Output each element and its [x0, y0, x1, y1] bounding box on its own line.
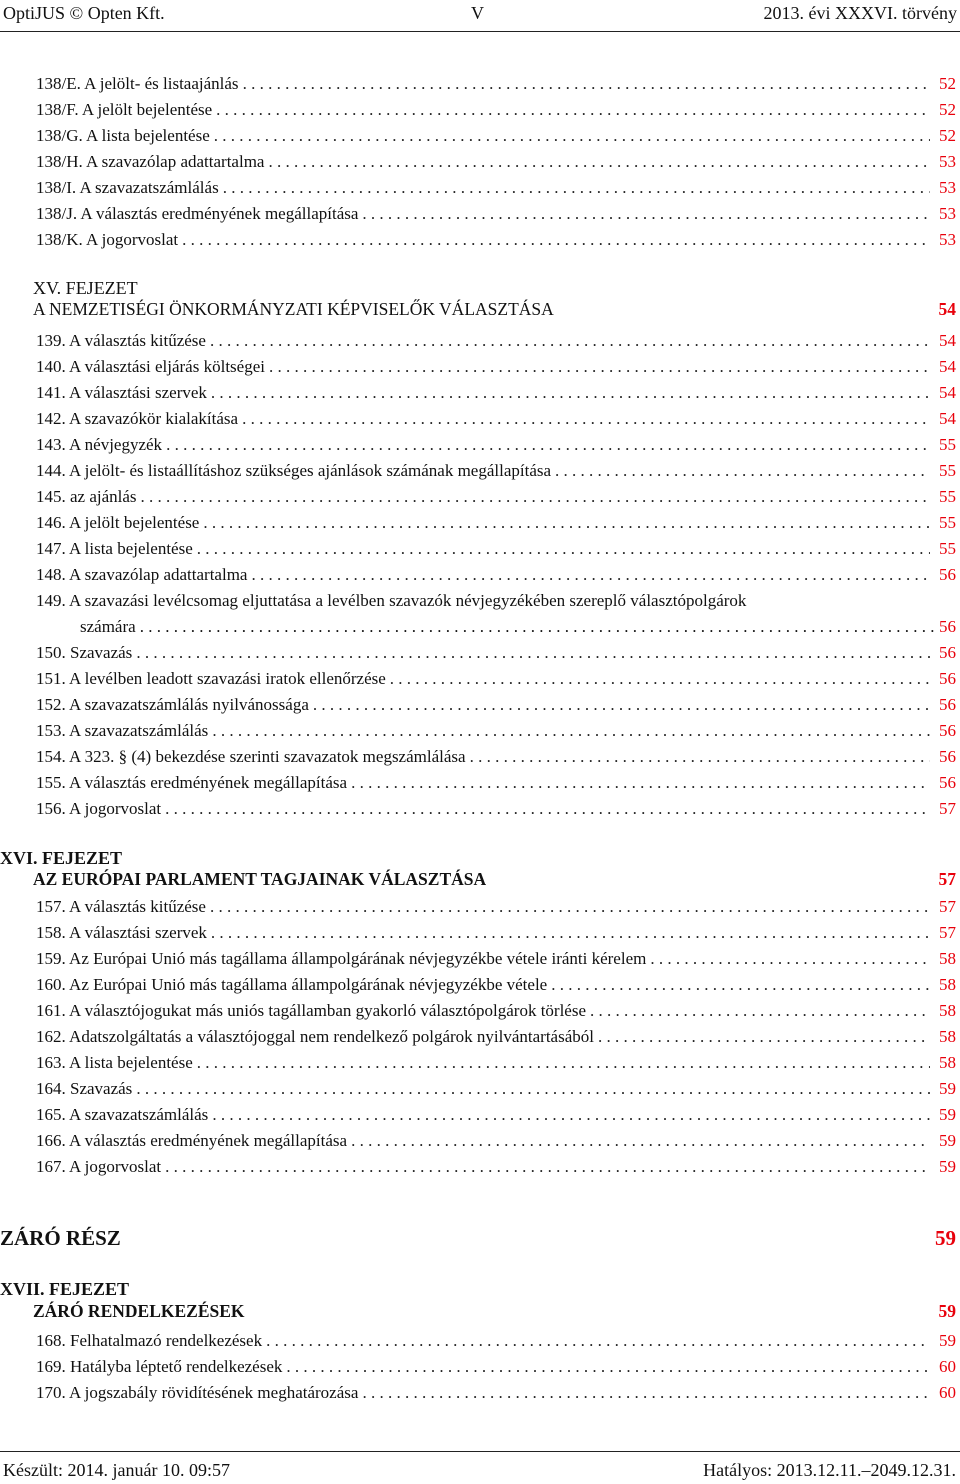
leader-dots	[351, 1128, 930, 1154]
toc-row[interactable]	[36, 946, 956, 972]
toc-item-149-line2[interactable]	[80, 614, 956, 640]
toc-item-149-line1[interactable]: 149. A szavazási levélcsomag eljuttatása a levélben szavazók névjegyzékében szereplő választópolgárok	[36, 591, 747, 610]
leader-dots	[212, 1102, 930, 1128]
leader-dots	[182, 227, 930, 253]
leader-dots	[598, 1024, 930, 1050]
toc-row-page: 58	[939, 975, 956, 994]
toc-row-label: 142. A szavazókör kialakítása	[36, 409, 239, 428]
toc-row-label: 143. A névjegyzék	[36, 435, 163, 454]
toc-row[interactable]	[36, 380, 956, 406]
toc-row[interactable]	[36, 354, 956, 380]
toc-row[interactable]	[36, 972, 956, 998]
leader-dots	[266, 1328, 930, 1354]
toc-row[interactable]	[36, 998, 956, 1024]
leader-dots	[650, 946, 930, 972]
chapter-xvi-title: AZ EURÓPAI PARLAMENT TAGJAINAK VÁLASZTÁSA	[33, 869, 487, 889]
toc-row-page: 55	[939, 539, 956, 558]
toc-row-label: 146. A jelölt bejelentése	[36, 513, 200, 532]
toc-row-label: 145. az ajánlás	[36, 487, 137, 506]
toc-row-page: 53	[939, 204, 956, 223]
leader-dots	[590, 998, 930, 1024]
leader-dots	[203, 510, 930, 536]
chapter-xv-title: A NEMZETISÉGI ÖNKORMÁNYZATI KÉPVISELŐK VÁLASZTÁSA	[33, 299, 554, 319]
toc-row-label: 154. A 323. § (4) bekezdése szerinti szavazatok megszámlálása	[36, 747, 466, 766]
toc-row-page: 56	[939, 669, 956, 688]
toc-row[interactable]	[36, 1128, 956, 1154]
toc-row-label: 159. Az Európai Unió más tagállama állampolgárának névjegyzékbe vétele iránti kérelem	[36, 949, 647, 968]
leader-dots	[286, 1354, 930, 1380]
toc-row[interactable]	[36, 770, 956, 796]
footer-right-text: Hatályos: 2013.12.11.–2049.12.31.	[703, 1460, 956, 1480]
chapter-xvii-number: XVII. FEJEZET	[0, 1279, 130, 1299]
toc-row[interactable]	[36, 796, 956, 822]
toc-row-page: 56	[939, 773, 956, 792]
toc-row-page: 56	[939, 695, 956, 714]
toc-item-149-label: számára	[80, 617, 136, 636]
toc-row-page: 58	[939, 949, 956, 968]
toc-row-page: 53	[939, 152, 956, 171]
header-right-text: 2013. évi XXXVI. törvény	[763, 3, 957, 23]
toc-row-page: 59	[939, 1157, 956, 1176]
toc-row-label: 156. A jogorvoslat	[36, 799, 162, 818]
part-final-page[interactable]: 59	[935, 1226, 956, 1250]
toc-row-label: 139. A választás kitűzése	[36, 331, 206, 350]
leader-dots	[269, 354, 930, 380]
toc-row-label: 152. A szavazatszámlálás nyilvánossága	[36, 695, 309, 714]
chapter-xvi-heading	[33, 869, 956, 895]
leader-dots	[243, 71, 930, 97]
leader-dots	[166, 432, 930, 458]
toc-row-label: 148. A szavazólap adattartalma	[36, 565, 248, 584]
toc-row[interactable]	[36, 484, 956, 510]
toc-row[interactable]	[36, 1050, 956, 1076]
toc-row[interactable]	[36, 562, 956, 588]
toc-row-page: 59	[939, 1131, 956, 1150]
toc-item-149-page: 56	[939, 617, 956, 636]
toc-row-label: 157. A választás kitűzése	[36, 897, 206, 916]
toc-row-label: 138/E. A jelölt- és listaajánlás	[36, 74, 239, 93]
toc-row[interactable]	[36, 1102, 956, 1128]
toc-row-page: 59	[939, 1105, 956, 1124]
toc-row-page: 52	[939, 100, 956, 119]
toc-row-label: 165. A szavazatszámlálás	[36, 1105, 209, 1124]
header-rule	[0, 31, 960, 32]
toc-row-page: 52	[939, 74, 956, 93]
chapter-xvi-number: XVI. FEJEZET	[0, 848, 123, 868]
leader-dots	[313, 692, 930, 718]
header-left-text: OptiJUS © Opten Kft.	[3, 3, 165, 23]
toc-row-label: 170. A jogszabály rövidítésének meghatározása	[36, 1383, 359, 1402]
toc-row[interactable]	[36, 894, 956, 920]
toc-row-page: 56	[939, 747, 956, 766]
toc-row-label: 151. A levélben leadott szavazási iratok ellenőrzése	[36, 669, 386, 688]
toc-row-label: 138/H. A szavazólap adattartalma	[36, 152, 265, 171]
toc-row[interactable]	[36, 432, 956, 458]
leader-dots	[351, 770, 930, 796]
toc-row-page: 56	[939, 721, 956, 740]
toc-row-page: 56	[939, 643, 956, 662]
leader-dots	[210, 328, 930, 354]
toc-row[interactable]	[36, 718, 956, 744]
leader-dots	[242, 406, 930, 432]
toc-row-label: 164. Szavazás	[36, 1079, 133, 1098]
leader-dots	[141, 484, 930, 510]
header-center-text: V	[471, 3, 484, 23]
toc-row-label: 147. A lista bejelentése	[36, 539, 193, 558]
toc-row-page: 54	[939, 383, 956, 402]
toc-row-page: 55	[939, 461, 956, 480]
toc-row-label: 158. A választási szervek	[36, 923, 207, 942]
toc-row-page: 58	[939, 1001, 956, 1020]
toc-row-label: 138/I. A szavazatszámlálás	[36, 178, 219, 197]
chapter-xvii-title: ZÁRÓ RENDELKEZÉSEK	[33, 1301, 245, 1321]
chapter-xv-heading	[33, 299, 956, 325]
toc-row-page: 58	[939, 1053, 956, 1072]
toc-row-label: 144. A jelölt- és listaállításhoz szükséges ajánlások számának megállapítása	[36, 461, 552, 480]
toc-row-page: 55	[939, 487, 956, 506]
toc-row-label: 166. A választás eredményének megállapítása	[36, 1131, 348, 1150]
toc-row-label: 141. A választási szervek	[36, 383, 207, 402]
chapter-xvii-page[interactable]: 59	[938, 1301, 956, 1321]
toc-row-label: 138/F. A jelölt bejelentése	[36, 100, 213, 119]
leader-dots	[211, 380, 930, 406]
toc-row-page: 53	[939, 230, 956, 249]
leader-dots	[470, 744, 930, 770]
chapter-xv-page[interactable]: 54	[938, 299, 956, 319]
toc-row-label: 169. Hatályba léptető rendelkezések	[36, 1357, 283, 1376]
toc-row[interactable]	[36, 1024, 956, 1050]
toc-row-label: 138/G. A lista bejelentése	[36, 126, 210, 145]
leader-dots	[362, 1380, 930, 1406]
toc-row[interactable]	[36, 1380, 956, 1406]
leader-dots	[211, 920, 930, 946]
toc-row[interactable]	[36, 123, 956, 149]
toc-row-page: 60	[939, 1357, 956, 1376]
chapter-xvi-page[interactable]: 57	[938, 869, 956, 889]
toc-row[interactable]	[36, 175, 956, 201]
chapter-xv-number: XV. FEJEZET	[33, 278, 138, 298]
toc-row-label: 140. A választási eljárás költségei	[36, 357, 265, 376]
toc-row[interactable]	[36, 201, 956, 227]
leader-dots	[136, 640, 930, 666]
toc-row-page: 52	[939, 126, 956, 145]
toc-row-page: 54	[939, 357, 956, 376]
toc-row-label: 161. A választójogukat más uniós tagállamban gyakorló választópolgárok törlése	[36, 1001, 587, 1020]
leader-dots	[197, 536, 930, 562]
leader-dots	[390, 666, 930, 692]
leader-dots	[214, 123, 930, 149]
leader-dots	[197, 1050, 930, 1076]
toc-row[interactable]	[36, 1076, 956, 1102]
toc-row-page: 56	[939, 565, 956, 584]
toc-row-label: 163. A lista bejelentése	[36, 1053, 193, 1072]
leader-dots	[223, 175, 930, 201]
toc-row[interactable]	[36, 1328, 956, 1354]
toc-row-page: 59	[939, 1079, 956, 1098]
toc-row-label: 167. A jogorvoslat	[36, 1157, 162, 1176]
toc-row-label: 150. Szavazás	[36, 643, 133, 662]
toc-row-page: 55	[939, 435, 956, 454]
toc-row-page: 57	[939, 799, 956, 818]
toc-row[interactable]	[36, 97, 956, 123]
toc-row-page: 54	[939, 409, 956, 428]
toc-row-label: 162. Adatszolgáltatás a választójoggal nem rendelkező polgárok nyilvántartásából	[36, 1027, 594, 1046]
leader-dots	[362, 201, 930, 227]
toc-row-page: 53	[939, 178, 956, 197]
toc-row[interactable]	[36, 666, 956, 692]
toc-row-label: 160. Az Európai Unió más tagállama állampolgárának névjegyzékbe vétele	[36, 975, 548, 994]
toc-row[interactable]	[36, 149, 956, 175]
toc-row-label: 155. A választás eredményének megállapítása	[36, 773, 348, 792]
toc-row[interactable]	[36, 536, 956, 562]
toc-row[interactable]	[36, 458, 956, 484]
leader-dots	[251, 562, 930, 588]
toc-row-label: 168. Felhatalmazó rendelkezések	[36, 1331, 263, 1350]
toc-row[interactable]	[36, 920, 956, 946]
leader-dots	[551, 972, 930, 998]
toc-row-page: 57	[939, 923, 956, 942]
toc-row[interactable]	[36, 227, 956, 253]
leader-dots	[136, 1076, 930, 1102]
leader-dots	[210, 894, 930, 920]
leader-dots	[165, 796, 930, 822]
leader-dots	[216, 97, 930, 123]
toc-row-label: 138/J. A választás eredményének megállapítása	[36, 204, 359, 223]
toc-row[interactable]	[36, 328, 956, 354]
leader-dots	[165, 1154, 930, 1180]
leader-dots	[212, 718, 930, 744]
toc-row[interactable]	[36, 406, 956, 432]
footer-rule	[0, 1451, 960, 1452]
chapter-xvii-heading	[33, 1301, 956, 1327]
toc-row-page: 58	[939, 1027, 956, 1046]
toc-row[interactable]	[36, 640, 956, 666]
toc-row-page: 54	[939, 331, 956, 350]
toc-row[interactable]	[36, 1154, 956, 1180]
toc-row-page: 60	[939, 1383, 956, 1402]
leader-dots	[140, 614, 935, 640]
toc-row-page: 59	[939, 1331, 956, 1350]
part-final-title: ZÁRÓ RÉSZ	[0, 1226, 121, 1250]
toc-row[interactable]	[36, 71, 956, 97]
leader-dots	[555, 458, 930, 484]
toc-row[interactable]	[36, 744, 956, 770]
footer-left-text: Készült: 2014. január 10. 09:57	[3, 1460, 230, 1480]
toc-row[interactable]	[36, 692, 956, 718]
toc-row-page: 55	[939, 513, 956, 532]
part-final-heading	[0, 1226, 956, 1251]
toc-row[interactable]	[36, 510, 956, 536]
toc-row-label: 138/K. A jogorvoslat	[36, 230, 179, 249]
toc-row-page: 57	[939, 897, 956, 916]
leader-dots	[268, 149, 930, 175]
toc-row[interactable]	[36, 1354, 956, 1380]
toc-row-label: 153. A szavazatszámlálás	[36, 721, 209, 740]
